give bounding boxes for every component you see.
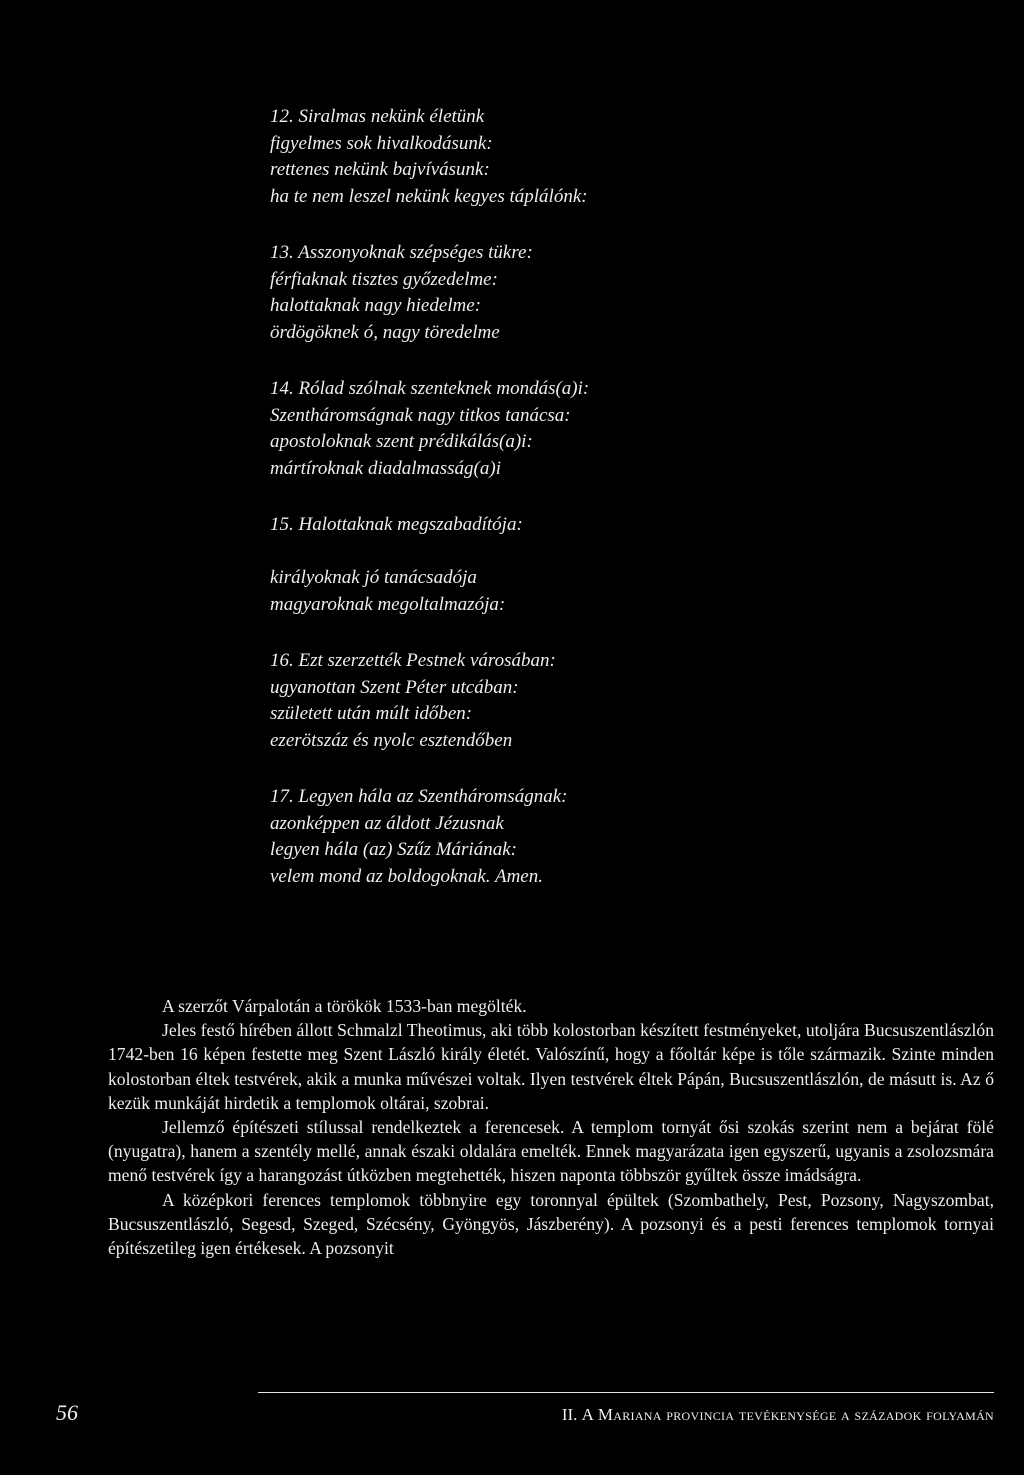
poem-line: 14. Rólad szólnak szenteknek mondás(a)i: <box>270 378 590 399</box>
stanza-13 <box>270 240 970 346</box>
paragraph: Jeles festő hírében állott Schmalzl Theotimus, aki több kolostorban készített festményeket, utoljára Bucsuszentlászlón 1742-ben 16 képen festette meg Szent László király életét. Valószínű, hogy a főoltár képe is tőle származik. Szinte minden kolostorban éltek testvérek, akik a munka művészei voltak. Ilyen testvérek éltek Pápán, Bucsuszentlászlón, de másutt is. Az ő kezük munkáját hirdetik a templomok oltárai, szobrai. <box>108 1020 994 1113</box>
poem-line: velem mond az boldogoknak. Amen. <box>270 865 543 887</box>
poem-line: mártíroknak diadalmasság(a)i <box>270 457 501 479</box>
running-chapter-title <box>562 1405 994 1425</box>
poem-line: 17. Legyen hála az Szentháromságnak: <box>270 786 568 807</box>
stanza-16 <box>270 648 970 754</box>
missing-line-gap <box>270 539 970 566</box>
paragraph: A középkori ferences templomok többnyire egy toronnyal épültek (Szombathely, Pest, Pozsony, Nagyszombat, Bucsuszentlászló, Segesd, Szeged, Szécsény, Gyöngyös, Jászberény). A pozsonyi és a pesti ferences templomok tornyai építészetileg igen értékesek. A pozsonyit <box>108 1189 994 1259</box>
paragraph: A szerzőt Várpalotán a törökök 1533-ban megölték. <box>162 996 527 1016</box>
chapter-title: A Mariana provincia tevékenysége a századok folyamán <box>581 1405 994 1424</box>
poem-line: ezerötszáz és nyolc esztendőben <box>270 729 513 751</box>
poem-line: 16. Ezt szerzették Pestnek városában: <box>270 650 556 671</box>
stanza-14 <box>270 376 970 482</box>
poem-line: Szentháromságnak nagy titkos tanácsa: <box>270 404 571 426</box>
footer-divider <box>258 1392 994 1393</box>
poem-line: halottaknak nagy hiedelme: <box>270 295 482 316</box>
poem-line: azonképpen az áldott Jézusnak <box>270 812 504 834</box>
stanza-17 <box>270 784 970 890</box>
poem-line: 12. Siralmas nekünk életünk <box>270 106 485 127</box>
poem-line: ha te nem leszel nekünk kegyes táplálónk: <box>270 185 588 207</box>
poem-line: legyen hála (az) Szűz Máriának: <box>270 839 517 860</box>
poem-line: férfiaknak tisztes győzedelme: <box>270 268 498 290</box>
poem-line: 15. Halottaknak megszabadítója: <box>270 514 523 535</box>
stanza-15 <box>270 512 970 618</box>
poem-line: rettenes nekünk bajvívásunk: <box>270 159 490 180</box>
poem-line: született után múlt időben: <box>270 703 473 724</box>
poem-line: ördögöknek ó, nagy töredelme <box>270 321 500 343</box>
body-text <box>108 994 994 1260</box>
poem <box>270 104 970 920</box>
page-number: 56 <box>56 1400 78 1425</box>
poem-line: magyaroknak megoltalmazója: <box>270 593 506 615</box>
poem-line: apostoloknak szent prédikálás(a)i: <box>270 431 533 452</box>
paragraph: Jellemző építészeti stílussal rendelkeztek a ferencesek. A templom tornyát ősi szokás szerint nem a bejárat fölé (nyugatra), hanem a szentély mellé, annak északi oldalára emelték. Ennek magyarázata igen egyszerű, ugyanis a zsolozsmára menő testvérek így a harangozást útközben megtehették, hiszen naponta többször gyűltek össze imádságra. <box>108 1117 994 1186</box>
poem-line: királyoknak jó tanácsadója <box>270 567 477 588</box>
poem-line: figyelmes sok hivalkodásunk: <box>270 132 493 154</box>
stanza-12 <box>270 104 970 210</box>
poem-line: 13. Asszonyoknak szépséges tükre: <box>270 242 533 263</box>
chapter-numeral: II. <box>561 1405 578 1424</box>
poem-line: ugyanottan Szent Péter utcában: <box>270 676 519 698</box>
